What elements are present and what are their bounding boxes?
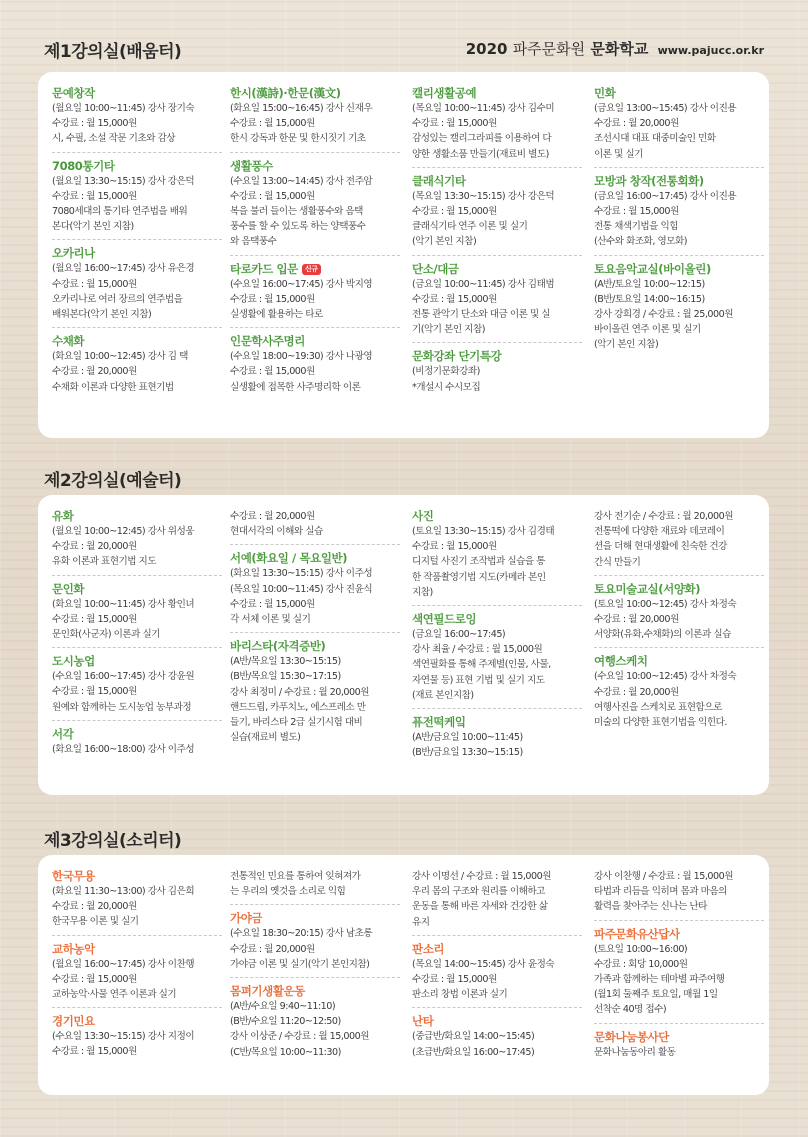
course-detail-line: 수강료 : 회당 10,000원 [594, 958, 688, 970]
course-detail-line: 수강료 : 월 20,000원 [594, 686, 679, 698]
course-detail-line: (화요일 15:00~16:45) 강사 신재우 [230, 103, 373, 114]
course-detail-line: (악기 본인 지참) [412, 236, 477, 248]
course-title-text: 7080통기타 [52, 158, 115, 173]
course-detail-line: 수강료 : 월 20,000원 [230, 511, 315, 522]
course-detail-line: 수강료 : 월 15,000원 [52, 686, 137, 698]
course-item [52, 86, 222, 147]
brand-org: 파주문화원 [512, 40, 586, 58]
divider [230, 632, 400, 633]
course-title-text: 난타 [412, 1014, 434, 1029]
course-detail-line: 수강료 : 월 20,000원 [594, 118, 679, 130]
course-detail-line: 한 작품촬영기법 지도(카메라 본인 [412, 571, 546, 583]
course-title-text: 서예(화요일 / 목요일반) [230, 551, 348, 566]
course-detail-line: (산수와 화조화, 영모화) [594, 236, 688, 248]
course-detail-line: (토요일 10:00~16:00) [594, 943, 688, 955]
course-detail-line: 강사 이명선 / 수강료 : 월 15,000원 [412, 871, 552, 882]
course-detail-line: (A반/수요일 9:40~11:10) [230, 1001, 336, 1013]
course-detail-line: 타법과 리듬을 익히며 몸과 마음의 [594, 886, 727, 898]
course-item [594, 174, 764, 250]
course-detail-line: 각 서체 이론 및 실기 [230, 614, 311, 626]
room-2-column-2 [230, 509, 400, 745]
course-title [52, 509, 222, 524]
course-title [412, 349, 582, 364]
course-detail-line: 오카리나로 여러 장르의 연주법을 [52, 293, 183, 305]
course-detail-line: (수요일 18:30~20:15) 강사 남초롱 [230, 928, 373, 940]
course-title-text: 타로카드 입문 [230, 261, 298, 276]
course-detail-line: 기(악기 본인 지참) [412, 324, 485, 336]
course-detail-line: 수강료 : 월 15,000원 [52, 278, 137, 290]
divider [594, 575, 764, 576]
divider [412, 342, 582, 343]
divider [412, 708, 582, 709]
course-title [230, 86, 400, 101]
course-title [412, 509, 582, 524]
course-detail-line: (화요일 16:00~18:00) 강사 이주성 [52, 743, 195, 755]
course-item [412, 1014, 582, 1059]
course-item [52, 246, 222, 322]
course-detail-line: 실습(재료비 별도) [230, 732, 301, 744]
course-item [230, 509, 400, 539]
course-item [52, 1014, 222, 1059]
divider [52, 720, 222, 721]
course-detail-line: (화요일 13:30~15:15) 강사 이주성 [230, 568, 373, 580]
course-detail-line: 배워본다(악기 본인 지참) [52, 309, 152, 321]
course-title-text: 한국무용 [52, 869, 95, 883]
course-title [52, 334, 222, 349]
room-3-column-3 [412, 869, 582, 1060]
course-detail-line: 교하농악·사물 연주 이론과 실기 [52, 989, 177, 1001]
course-title [230, 262, 400, 277]
brand-url: www.pajucc.or.kr [657, 44, 764, 57]
course-detail-line: 판소리 창법 이론과 실기 [412, 989, 508, 1001]
course-title [412, 715, 582, 730]
course-title [52, 582, 222, 597]
course-title [230, 911, 400, 926]
course-item [52, 582, 222, 643]
course-detail-line: *개설시 수시모집 [412, 381, 481, 393]
divider [230, 977, 400, 978]
divider [412, 605, 582, 606]
course-detail-line: 수강료 : 월 20,000원 [594, 614, 679, 626]
course-title [52, 159, 222, 174]
course-item [52, 942, 222, 1003]
course-title-text: 경기민요 [52, 1014, 95, 1029]
course-title-text: 수채화 [52, 334, 85, 349]
course-title-text: 색연필드로잉 [412, 612, 477, 627]
room-1-column-2 [230, 86, 400, 395]
course-title [230, 551, 400, 566]
course-title-text: 문예창작 [52, 86, 95, 100]
course-item [412, 715, 582, 760]
divider [230, 327, 400, 328]
course-title-text: 유화 [52, 509, 74, 523]
course-detail-line: 한국무용 이론 및 실기 [52, 916, 139, 928]
course-title-text: 캘리생활공예 [412, 86, 477, 100]
course-item [594, 582, 764, 643]
course-detail-line: (B반/목요일 15:30~17:15) [230, 671, 341, 683]
course-detail-line: (수요일 10:00~12:45) 강사 차정숙 [594, 671, 737, 683]
course-detail-line: 수강료 : 월 15,000원 [230, 366, 315, 378]
course-title-text: 생활풍수 [230, 158, 273, 173]
room-3-column-1 [52, 869, 222, 1060]
course-detail-line: 수강료 : 월 15,000원 [412, 974, 497, 986]
course-detail-line: 전통적인 민요를 통하여 잊혀져가 [230, 871, 361, 882]
course-detail-line: 감성있는 캘리그라피를 이용하여 다 [412, 133, 552, 145]
course-title [412, 942, 582, 957]
course-detail-line: 수채화 이론과 다양한 표현기법 [52, 381, 174, 393]
course-detail-line: (목요일 10:00~11:45) 강사 김수미 [412, 103, 555, 114]
course-detail-line: 가족과 함께하는 테마별 파주여행 [594, 974, 725, 986]
room-title-2: 제2강의실(예술터) [44, 471, 182, 491]
room-1-column-4 [594, 86, 764, 353]
course-detail-line: 디지털 사진기 조작법과 실습을 통 [412, 556, 545, 568]
course-detail-line: (화요일 11:30~13:00) 강사 김은희 [52, 886, 195, 897]
course-item [412, 612, 582, 703]
course-detail-line: 핸드드립, 카푸치노, 에스프레소 만 [230, 701, 366, 713]
course-detail-line: 현대서각의 이해와 실습 [230, 526, 323, 538]
room-panel-3 [38, 855, 769, 1095]
course-detail-line: 우리 몸의 구조와 원리를 이해하고 [412, 886, 545, 898]
course-item [230, 334, 400, 395]
course-detail-line: 강사 이찬행 / 수강료 : 월 15,000원 [594, 871, 734, 882]
course-item [594, 869, 764, 915]
course-detail-line: 강사 전기순 / 수강료 : 월 20,000원 [594, 511, 734, 522]
divider [412, 255, 582, 256]
course-title [594, 582, 764, 597]
divider [230, 904, 400, 905]
course-detail-line: (토요일 10:00~12:45) 강사 차정숙 [594, 598, 737, 610]
course-title-text: 도시농업 [52, 654, 95, 669]
course-item [230, 159, 400, 250]
course-detail-line: 수강료 : 월 20,000원 [230, 943, 315, 955]
divider [52, 1007, 222, 1008]
course-detail-line: (화요일 10:00~11:45) 강사 황인녀 [52, 598, 195, 610]
course-item [594, 927, 764, 1018]
course-detail-line: (월요일 16:00~17:45) 강사 유은경 [52, 263, 195, 275]
course-title [52, 869, 222, 884]
course-detail-line: (목요일 14:00~15:45) 강사 윤정숙 [412, 958, 555, 970]
course-item [594, 86, 764, 162]
course-detail-line: (B반/금요일 13:30~15:15) [412, 747, 523, 759]
course-detail-line: (금요일 16:00~17:45) 강사 이진용 [594, 190, 737, 202]
course-detail-line: 실생활에 활용하는 타로 [230, 309, 323, 321]
course-title-text: 가야금 [230, 911, 263, 926]
course-detail-line: 운동을 통해 바른 자세와 건강한 삶 [412, 901, 548, 913]
divider [52, 647, 222, 648]
course-detail-line: 클래식기타 연주 이론 및 실기 [412, 221, 528, 233]
course-item [412, 869, 582, 930]
course-item [230, 869, 400, 899]
course-title-text: 단소/대금 [412, 261, 459, 276]
course-title-text: 여행스케치 [594, 654, 648, 669]
course-detail-line: (토요일 13:30~15:15) 강사 김경태 [412, 526, 555, 537]
course-detail-line: (수요일 13:00~14:45) 강사 전주암 [230, 175, 373, 187]
course-detail-line: 유지 [412, 916, 430, 928]
course-detail-line: 수강료 : 월 15,000원 [52, 1046, 137, 1058]
course-title-text: 인문학사주명리 [230, 334, 305, 349]
course-detail-line: 본다(악기 본인 지참) [52, 221, 134, 233]
course-title-text: 퓨전떡케잌 [412, 715, 466, 730]
course-detail-line: 전통떡에 다양한 재료와 데코레이 [594, 526, 725, 538]
brand-school: 문화학교 [590, 40, 649, 58]
course-detail-line: (화요일 10:00~12:45) 강사 김 택 [52, 351, 188, 363]
course-detail-line: 강사 강희경 / 수강료 : 월 25,000원 [594, 309, 734, 321]
room-2-column-1 [52, 509, 222, 757]
room-2-column-4 [594, 509, 764, 730]
course-item [230, 86, 400, 147]
course-detail-line: 션을 더해 현대생활에 친숙한 건강 [594, 541, 727, 553]
course-detail-line: 수강료 : 월 15,000원 [52, 973, 137, 985]
course-detail-line: 수강료 : 월 15,000원 [412, 293, 497, 305]
course-title [412, 612, 582, 627]
course-detail-line: (재료 본인지참) [412, 689, 474, 701]
course-detail-line: 수강료 : 월 15,000원 [230, 190, 315, 202]
course-title-text: 파주문화유산답사 [594, 926, 680, 941]
course-detail-line: 수강료 : 월 15,000원 [412, 206, 497, 218]
course-item [52, 334, 222, 395]
course-title [52, 654, 222, 669]
course-detail-line: 는 우리의 옛것을 소리로 익힘 [230, 886, 346, 898]
course-title [230, 159, 400, 174]
course-detail-line: 시, 수필, 소설 작문 기초와 감상 [52, 133, 176, 145]
course-detail-line: 유화 이론과 표현기법 지도 [52, 556, 157, 568]
course-detail-line: (목요일 10:00~11:45) 강사 진윤식 [230, 583, 373, 595]
course-detail-line: (수요일 16:00~17:45) 강사 박지영 [230, 278, 373, 290]
course-title [230, 334, 400, 349]
course-title-text: 문인화 [52, 581, 85, 596]
divider [52, 239, 222, 240]
course-detail-line: (A반/토요일 10:00~12:15) [594, 278, 705, 290]
course-detail-line: 복을 불러 들이는 생활풍수와 음택 [230, 206, 363, 218]
divider [594, 167, 764, 168]
course-title [412, 86, 582, 101]
course-detail-line: (월요일 10:00~12:45) 강사 위성웅 [52, 526, 195, 537]
course-detail-line: 문화나눔동아리 활동 [594, 1046, 676, 1058]
divider [594, 255, 764, 256]
course-detail-line: 이론 및 실기 [594, 148, 643, 160]
course-item [52, 869, 222, 930]
course-item [230, 984, 400, 1060]
course-detail-line: (A반/금요일 10:00~11:45) [412, 732, 523, 744]
divider [412, 935, 582, 936]
brand-year: 2020 [465, 40, 508, 58]
course-title [412, 1014, 582, 1029]
course-detail-line: 수강료 : 월 15,000원 [52, 190, 137, 202]
course-detail-line: 문인화(사군자) 이론과 실기 [52, 629, 161, 641]
course-detail-line: (악기 본인 지참) [594, 339, 659, 351]
course-item [230, 262, 400, 323]
course-item [52, 159, 222, 235]
course-detail-line: (금요일 16:00~17:45) [412, 629, 506, 641]
course-title-text: 토요음악교실(바이올린) [594, 261, 711, 276]
course-title-text: 민화 [594, 86, 616, 100]
course-detail-line: 간식 만들기 [594, 556, 641, 568]
divider [594, 1023, 764, 1024]
course-item [412, 509, 582, 600]
course-title [52, 942, 222, 957]
course-title-text: 문화나눔봉사단 [594, 1029, 669, 1044]
course-detail-line: (월1회 둘째주 토요일, 매월 1일 [594, 989, 718, 1001]
course-detail-line: 서양화(유화,수채화)의 이론과 실습 [594, 629, 731, 641]
course-detail-line: (금요일 10:00~11:45) 강사 김태범 [412, 278, 555, 290]
room-3-column-2 [230, 869, 400, 1060]
course-title-text: 오카리나 [52, 246, 95, 261]
course-detail-line: 수강료 : 월 15,000원 [412, 541, 497, 553]
new-badge: 신규 [302, 264, 321, 275]
divider [412, 1007, 582, 1008]
room-panel-1 [38, 72, 769, 438]
course-detail-line: 여행사진을 스케치로 표현함으로 [594, 701, 722, 713]
divider [412, 167, 582, 168]
course-item [52, 509, 222, 570]
course-detail-line: 전통 관악기 단소와 대금 이론 및 실 [412, 309, 551, 321]
course-detail-line: 색연필화를 통해 주제별(인물, 사물, [412, 659, 551, 671]
course-detail-line: 바이올린 연주 이론 및 실기 [594, 324, 701, 336]
course-item [412, 942, 582, 1003]
course-title [52, 246, 222, 261]
course-item [594, 262, 764, 353]
course-item [412, 86, 582, 162]
course-detail-line: 와 음택풍수 [230, 236, 277, 248]
course-detail-line: 지참) [412, 586, 433, 598]
course-detail-line: 가야금 이론 및 실기(악기 본인지참) [230, 958, 370, 970]
course-title [412, 262, 582, 277]
course-detail-line: 강사 이상준 / 수강료 : 월 15,000원 [230, 1031, 370, 1043]
course-item [594, 509, 764, 570]
course-detail-line: 자연물 등) 표현 기법 및 실기 지도 [412, 674, 545, 686]
course-detail-line: 수강료 : 월 15,000원 [230, 118, 315, 130]
course-detail-line: (목요일 13:30~15:15) 강사 강은덕 [412, 190, 555, 202]
divider [52, 152, 222, 153]
course-item [594, 654, 764, 730]
course-detail-line: 양한 생활소품 만들기(재료비 별도) [412, 148, 549, 160]
course-detail-line: (수요일 18:00~19:30) 강사 나광영 [230, 351, 373, 363]
divider [230, 544, 400, 545]
course-title-text: 사진 [412, 509, 434, 523]
divider [230, 255, 400, 256]
room-2-column-3 [412, 509, 582, 760]
course-detail-line: 한시 강독과 한문 및 한시짓기 기초 [230, 133, 366, 145]
course-detail-line: 조선시대 대표 대중미술인 민화 [594, 133, 716, 145]
course-detail-line: 실생활에 접목한 사주명리학 이론 [230, 381, 361, 393]
course-detail-line: (비정기문화강좌) [412, 366, 480, 378]
room-3-column-4 [594, 869, 764, 1060]
course-title-text: 토요미술교실(서양화) [594, 581, 701, 596]
course-detail-line: (금요일 13:00~15:45) 강사 이진용 [594, 103, 737, 114]
course-title-text: 바리스타(자격증반) [230, 639, 326, 654]
course-item [230, 551, 400, 627]
course-item [52, 727, 222, 757]
course-detail-line: (C반/목요일 10:00~11:30) [230, 1046, 341, 1058]
course-detail-line: 수강료 : 월 15,000원 [52, 613, 137, 625]
course-detail-line: 풍수를 할 수 있도록 하는 양택풍수 [230, 221, 366, 233]
divider [52, 575, 222, 576]
course-title [412, 174, 582, 189]
room-panel-2 [38, 495, 769, 795]
course-detail-line: 선착순 40명 접수) [594, 1004, 667, 1016]
course-title [594, 262, 764, 277]
course-detail-line: 원예와 함께하는 도시농업 농부과정 [52, 701, 192, 713]
course-detail-line: 미술의 다양한 표현기법을 익힌다. [594, 717, 727, 729]
course-title-text: 서각 [52, 726, 74, 741]
room-1-column-3 [412, 86, 582, 395]
course-detail-line: 수강료 : 월 15,000원 [52, 118, 137, 130]
course-title-text: 판소리 [412, 941, 445, 956]
course-title [594, 1030, 764, 1045]
course-title [52, 1014, 222, 1029]
course-detail-line: 전통 채색기법을 익힘 [594, 221, 679, 233]
course-detail-line: 7080세대의 통기타 연주법을 배워 [52, 206, 188, 218]
course-detail-line: 수강료 : 월 15,000원 [230, 293, 315, 305]
course-detail-line: 수강료 : 월 20,000원 [52, 366, 137, 378]
course-title [594, 927, 764, 942]
course-detail-line: (A반/목요일 13:30~15:15) [230, 656, 341, 668]
course-detail-line: 수강료 : 월 15,000원 [412, 118, 497, 130]
course-title [594, 654, 764, 669]
course-title-text: 클래식기타 [412, 173, 466, 188]
course-item [412, 349, 582, 394]
course-detail-line: 수강료 : 월 20,000원 [52, 541, 137, 553]
divider [52, 935, 222, 936]
course-title-text: 몸펴기생활운동 [230, 984, 305, 999]
course-detail-line: (월요일 13:30~15:15) 강사 강은덕 [52, 175, 195, 187]
course-item [594, 1030, 764, 1060]
course-title [594, 174, 764, 189]
course-item [412, 174, 582, 250]
course-detail-line: (초급반/화요일 16:00~17:45) [412, 1046, 535, 1058]
course-title-text: 한시(漢詩)·한문(漢文) [230, 86, 341, 100]
course-title-text: 교하농악 [52, 941, 95, 956]
course-title [52, 727, 222, 742]
brand [466, 38, 764, 59]
course-item [230, 911, 400, 972]
room-title-3: 제3강의실(소리터) [44, 831, 182, 851]
course-detail-line: (수요일 16:00~17:45) 강사 강윤원 [52, 671, 195, 683]
course-detail-line: 수강료 : 월 20,000원 [52, 901, 137, 913]
course-item [230, 639, 400, 745]
divider [52, 327, 222, 328]
divider [594, 647, 764, 648]
course-detail-line: (B반/수요일 11:20~12:50) [230, 1016, 341, 1028]
course-detail-line: 수강료 : 월 15,000원 [230, 598, 315, 610]
course-detail-line: 강사 최정미 / 수강료 : 월 20,000원 [230, 686, 370, 698]
course-detail-line: 활력을 찾아주는 신나는 난타 [594, 901, 707, 913]
course-title [230, 639, 400, 654]
room-1-column-1 [52, 86, 222, 395]
course-title [52, 86, 222, 101]
course-title-text: 모방과 창작(전통회화) [594, 173, 704, 188]
course-detail-line: (월요일 10:00~11:45) 강사 장기숙 [52, 103, 195, 114]
room-title-1: 제1강의실(배움터) [44, 42, 182, 62]
course-detail-line: 들기, 바리스타 2급 실기시험 대비 [230, 717, 363, 729]
course-detail-line: 수강료 : 월 15,000원 [594, 206, 679, 218]
course-title [230, 984, 400, 999]
course-detail-line: 강사 최율 / 수강료 : 월 15,000원 [412, 644, 543, 656]
course-title-text: 문화강좌 단기특강 [412, 349, 502, 364]
course-detail-line: (월요일 16:00~17:45) 강사 이찬행 [52, 958, 195, 970]
divider [594, 920, 764, 921]
course-item [52, 654, 222, 715]
course-item [412, 262, 582, 338]
course-detail-line: (B반/토요일 14:00~16:15) [594, 293, 705, 305]
divider [230, 152, 400, 153]
course-detail-line: (수요일 13:30~15:15) 강사 지정이 [52, 1031, 195, 1043]
course-title [594, 86, 764, 101]
course-detail-line: (중급반/화요일 14:00~15:45) [412, 1031, 535, 1043]
